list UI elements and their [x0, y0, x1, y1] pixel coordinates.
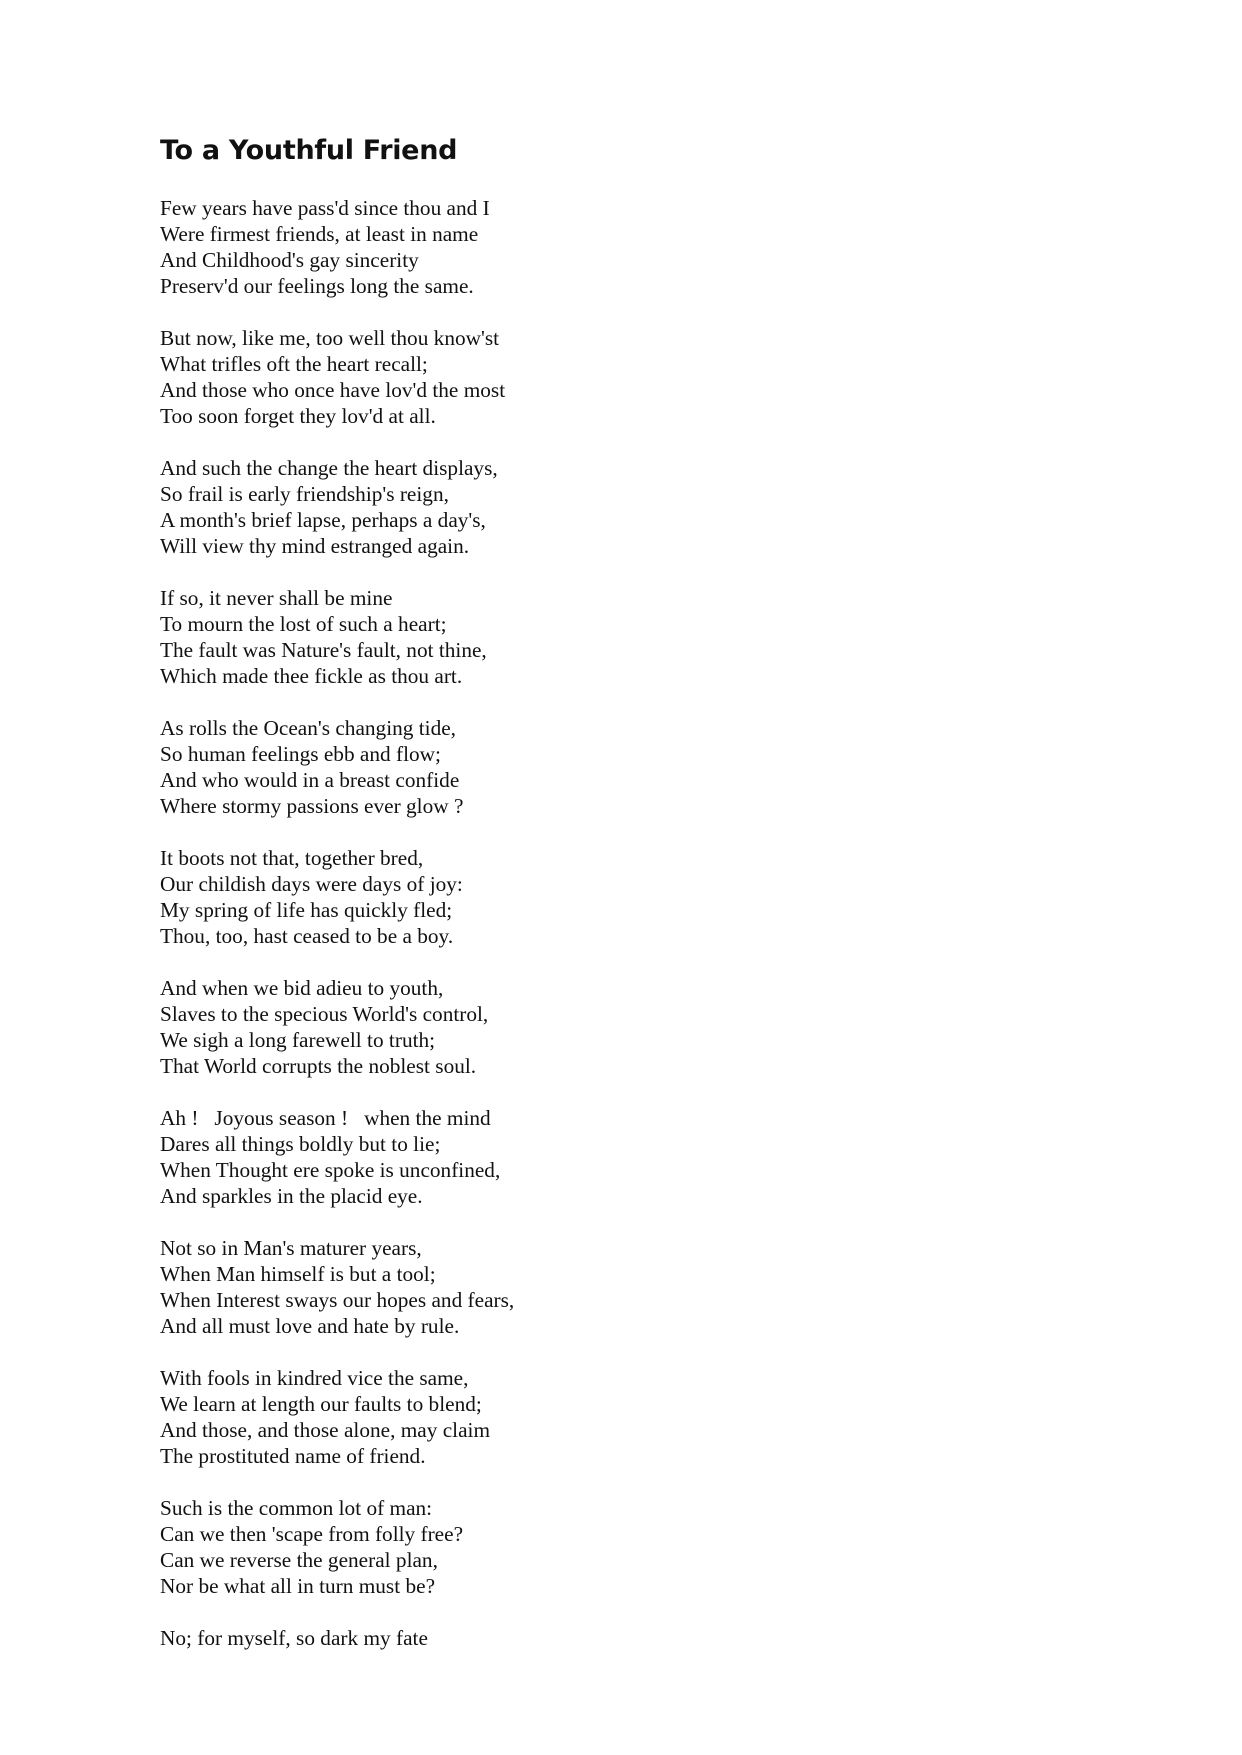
- poem-line: And all must love and hate by rule.: [160, 1314, 460, 1338]
- poem-line: And such the change the heart displays,: [160, 456, 498, 480]
- poem-line: Ah ! Joyous season ! when the mind: [160, 1106, 491, 1130]
- document-page: [160, 0, 1160, 1755]
- poem-line: Will view thy mind estranged again.: [160, 534, 470, 558]
- poem-line: What trifles oft the heart recall;: [160, 352, 428, 376]
- stanza: [160, 1105, 514, 1209]
- poem-line: And those, and those alone, may claim: [160, 1418, 491, 1442]
- poem-line: As rolls the Ocean's changing tide,: [160, 716, 457, 740]
- stanza: [160, 1495, 514, 1599]
- poem-line: A month's brief lapse, perhaps a day's,: [160, 508, 486, 532]
- poem-line: If so, it never shall be mine: [160, 586, 393, 610]
- poem-line: With fools in kindred vice the same,: [160, 1366, 469, 1390]
- poem-line: The fault was Nature's fault, not thine,: [160, 638, 487, 662]
- poem-line: And who would in a breast confide: [160, 768, 460, 792]
- stanza: [160, 455, 514, 559]
- poem-line: Not so in Man's maturer years,: [160, 1236, 422, 1260]
- poem-line: Can we then 'scape from folly free?: [160, 1522, 464, 1546]
- poem-line: Which made thee fickle as thou art.: [160, 664, 463, 688]
- stanza: [160, 585, 514, 689]
- poem-line: Too soon forget they lov'd at all.: [160, 404, 436, 428]
- poem-line: Where stormy passions ever glow ?: [160, 794, 464, 818]
- poem-line: We learn at length our faults to blend;: [160, 1392, 482, 1416]
- poem-line: Dares all things boldly but to lie;: [160, 1132, 441, 1156]
- stanza: [160, 845, 514, 949]
- stanza: [160, 1235, 514, 1339]
- stanza: [160, 715, 514, 819]
- stanza: [160, 325, 514, 429]
- poem-line: Such is the common lot of man:: [160, 1496, 433, 1520]
- poem-line: Preserv'd our feelings long the same.: [160, 274, 474, 298]
- poem-line: No; for myself, so dark my fate: [160, 1626, 428, 1650]
- stanza: [160, 195, 514, 299]
- stanza: [160, 975, 514, 1079]
- poem-line: The prostituted name of friend.: [160, 1444, 426, 1468]
- poem-line: So human feelings ebb and flow;: [160, 742, 441, 766]
- poem-body: [160, 195, 514, 1677]
- poem-line: So frail is early friendship's reign,: [160, 482, 449, 506]
- poem-line: To mourn the lost of such a heart;: [160, 612, 447, 636]
- poem-line: We sigh a long farewell to truth;: [160, 1028, 436, 1052]
- poem-line: That World corrupts the noblest soul.: [160, 1054, 477, 1078]
- poem-line: But now, like me, too well thou know'st: [160, 326, 500, 350]
- poem-line: My spring of life has quickly fled;: [160, 898, 453, 922]
- poem-line: Our childish days were days of joy:: [160, 872, 463, 896]
- poem-line: When Man himself is but a tool;: [160, 1262, 436, 1286]
- stanza: [160, 1365, 514, 1469]
- poem-line: When Thought ere spoke is unconfined,: [160, 1158, 501, 1182]
- poem-line: It boots not that, together bred,: [160, 846, 424, 870]
- poem-line: And sparkles in the placid eye.: [160, 1184, 423, 1208]
- poem-line: When Interest sways our hopes and fears,: [160, 1288, 515, 1312]
- poem-line: And those who once have lov'd the most: [160, 378, 506, 402]
- poem-line: Slaves to the specious World's control,: [160, 1002, 489, 1026]
- poem-line: And Childhood's gay sincerity: [160, 248, 419, 272]
- stanza: [160, 1625, 514, 1651]
- poem-line: And when we bid adieu to youth,: [160, 976, 444, 1000]
- poem-line: Thou, too, hast ceased to be a boy.: [160, 924, 454, 948]
- poem-line: Few years have pass'd since thou and I: [160, 196, 490, 220]
- poem-line: Nor be what all in turn must be?: [160, 1574, 436, 1598]
- poem-line: Were firmest friends, at least in name: [160, 222, 479, 246]
- poem-line: Can we reverse the general plan,: [160, 1548, 438, 1572]
- poem-title: To a Youthful Friend: [160, 135, 458, 166]
